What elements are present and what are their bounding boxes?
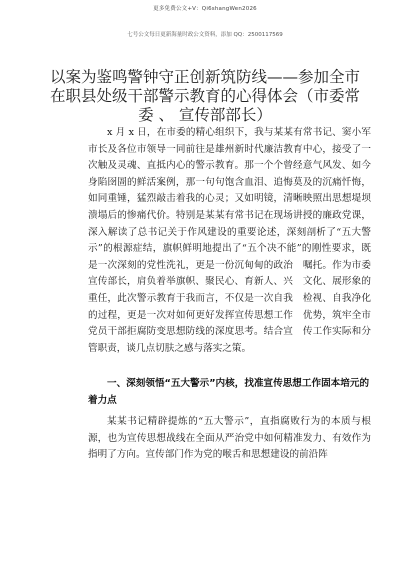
body-paragraph-1: x 月 x 日，在市委的精心组织下，我与某某有常书记、窦小军市长及各位市领导一同前往是雄州新时代廉洁教育中心，接受了一次触及灵魂、直抵内心的警示教育。那一个个曾经意气风发、如今身陷囹圄的鲜活案例，那一句句饱含血泪、追悔莫及的沉痛忏悔，如同重锤，猛烈敲击着我的心灵；又如明镜，清晰映照出思想堤坝溃塌后的惨痛代价。特别是某某有常书记在现场讲授的廉政党课，深入解读了总书记关于作风建设的重要论述，深刻剖析了“五大警示”的根源症结，旗帜鲜明地提出了“五个决不能”的刚性要求，既是一次深刻的党性洗礼，更是一份沉甸甸的政治 嘱托。作为市委宣传部长，肩负着举旗帜、聚民心、育新人、兴 文化、展形象的重任，此次警示教育于我而言，不仅是一次自我 检视、自我净化的过程，更是一次对如何更好发挥宣传思想工作 优势，筑牢全市党员干部拒腐防变思想防线的深度思考。结合宣 传工作实际和分管职责，谈几点切肤之感与落实之策。 xyxy=(88,127,371,354)
top-banner: 更多免费公文+V：Qi6shangWen2026 xyxy=(153,6,257,12)
section-heading-1: 一、深刻领悟“五大警示”内核，找准宣传思想工作固本培元的着力点 xyxy=(88,378,370,406)
document-title: 以案为鉴鸣警钟守正创新筑防线——参加全市在职县处级干部警示教育的心得体会（市委常委 、 宣传部部长） xyxy=(50,68,361,124)
header-note: 七号公文每日更新海量时政公文资料，添加 QQ：2500117569 xyxy=(127,32,283,38)
body-paragraph-2: 某某书记精辟提炼的“五大警示”，直指腐败行为的本质与根源，也为宣传思想战线在全面从严治党中如何精准发力、有效作为指明了方向。宣传部门作为党的喉舌和思想建设的前沿阵 xyxy=(88,416,371,461)
